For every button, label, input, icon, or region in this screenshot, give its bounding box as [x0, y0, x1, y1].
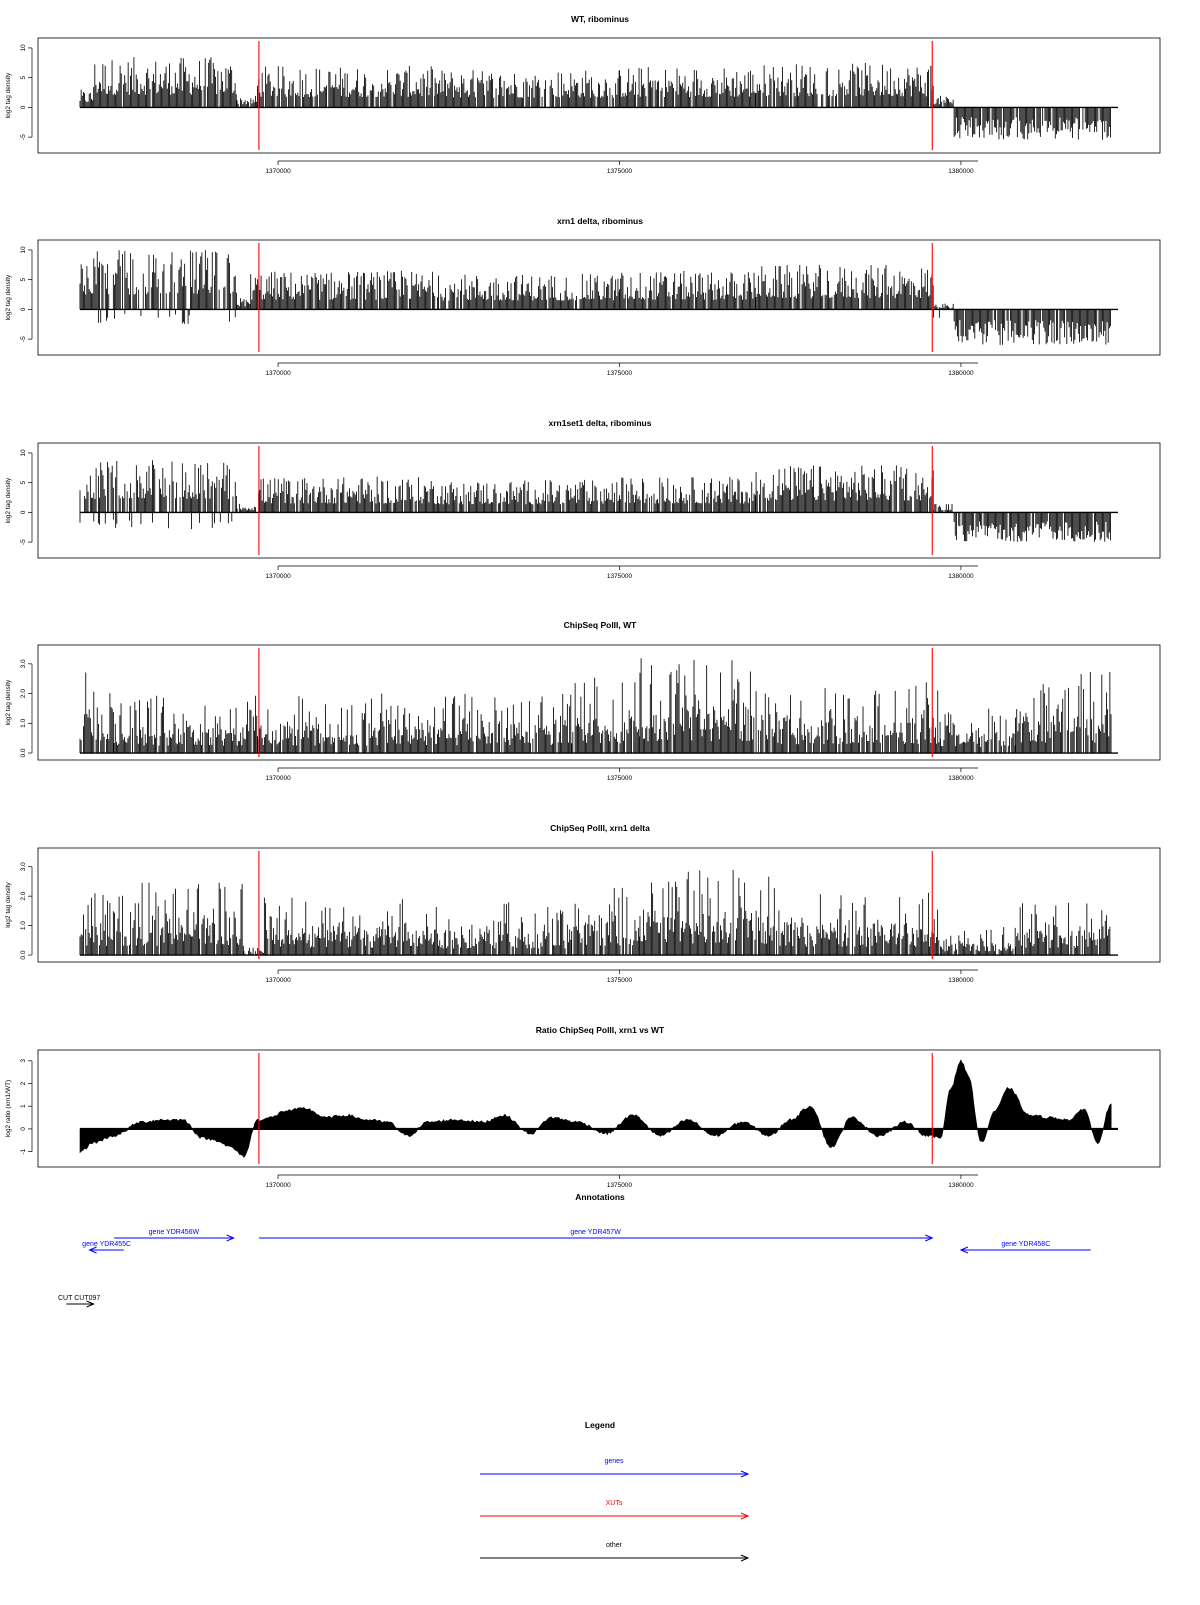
y-tick-label: 5	[20, 75, 27, 80]
y-tick-label: 2.0	[20, 689, 27, 699]
y-tick-label: 0	[20, 510, 27, 515]
x-tick-label: 1375000	[606, 573, 633, 580]
y-axis-label: log2 tag density	[5, 72, 12, 119]
panel-4	[5, 620, 1160, 782]
panel-title: WT, ribominus	[570, 14, 630, 24]
panel-6	[5, 1025, 1160, 1189]
legend-label: genes	[604, 1458, 624, 1465]
series-bars	[80, 250, 1118, 345]
x-tick-label: 1370000	[265, 1182, 291, 1189]
y-tick-label: 2	[20, 1081, 27, 1086]
x-tick-label: 1380000	[948, 977, 974, 984]
legend	[480, 1420, 748, 1561]
y-tick-label: -5	[20, 539, 27, 546]
annotations-title: Annotations	[575, 1192, 625, 1202]
x-tick-label: 1380000	[948, 573, 974, 580]
y-tick-label: 1	[20, 1104, 27, 1109]
gene-label: gene YDR457W	[570, 1229, 621, 1236]
x-tick-label: 1380000	[948, 775, 974, 782]
y-tick-label: 1.0	[20, 718, 27, 728]
plot-frame	[38, 1050, 1160, 1167]
cut-label: CUT CUT097	[58, 1295, 101, 1302]
panel-title: Ratio ChipSeq PolII, xrn1 vs WT	[535, 1025, 665, 1035]
y-tick-label: 0	[20, 307, 27, 312]
y-axis-label: log2 tag density	[5, 679, 12, 726]
y-tick-label: 2.0	[20, 891, 27, 901]
y-tick-label: 3	[20, 1059, 27, 1063]
y-tick-label: 5	[20, 480, 27, 485]
bar-mark	[80, 57, 1111, 140]
legend-label: XUTs	[605, 1500, 623, 1507]
legend-arrow	[480, 1513, 748, 1519]
panel-1	[5, 14, 1160, 175]
x-tick-label: 1375000	[606, 977, 633, 984]
x-tick-label: 1370000	[265, 775, 291, 782]
y-tick-label: 0.0	[20, 748, 27, 758]
panel-title: ChipSeq PolII, xrn1 delta	[550, 823, 650, 833]
plot-frame	[38, 38, 1160, 153]
y-axis-label: log2 tag density	[5, 882, 12, 928]
y-axis-label: log2 tag density	[5, 274, 12, 321]
plot-frame	[38, 443, 1160, 558]
bar-mark	[80, 460, 1111, 542]
y-tick-label: 0.0	[20, 950, 27, 960]
x-tick-label: 1370000	[265, 168, 291, 175]
bar-mark	[80, 870, 1110, 955]
y-tick-label: 0	[20, 105, 27, 110]
series-bars	[80, 57, 1118, 140]
y-tick-label: 3.0	[20, 659, 27, 669]
legend-title: Legend	[584, 1420, 616, 1430]
y-tick-label: 10	[20, 449, 27, 457]
y-tick-label: 0	[20, 1127, 27, 1131]
x-tick-label: 1370000	[265, 977, 291, 984]
y-axis-label: log2 tag density	[5, 477, 12, 524]
y-tick-label: 5	[20, 277, 27, 282]
panel-5	[5, 823, 1160, 984]
x-tick-label: 1380000	[948, 168, 974, 175]
gene-label: gene YDR456W	[148, 1229, 200, 1236]
y-tick-label: -5	[20, 336, 27, 343]
x-tick-label: 1375000	[606, 1182, 633, 1189]
y-tick-label: -5	[20, 134, 27, 141]
ratio-area	[80, 1060, 1111, 1157]
panel-3	[5, 418, 1160, 580]
x-tick-label: 1375000	[606, 775, 633, 782]
legend-arrow	[480, 1471, 748, 1477]
y-tick-label: -1	[20, 1148, 27, 1155]
bar-mark	[80, 250, 1111, 345]
y-tick-label: 10	[20, 44, 27, 52]
annotations-panel	[58, 1192, 1091, 1307]
series-bars	[80, 870, 1118, 955]
panel-2	[5, 216, 1160, 377]
legend-label: other	[606, 1542, 622, 1549]
x-tick-label: 1370000	[265, 573, 291, 580]
gene-label: gene YDR455C	[82, 1241, 132, 1248]
gene-label: gene YDR458C	[1001, 1241, 1051, 1248]
x-tick-label: 1370000	[265, 370, 291, 377]
bar-mark	[80, 658, 1111, 753]
x-tick-label: 1375000	[606, 168, 633, 175]
x-tick-label: 1380000	[948, 1182, 974, 1189]
panel-title: xrn1set1 delta, ribominus	[548, 418, 652, 428]
y-tick-label: 3.0	[20, 862, 27, 872]
y-tick-label: 10	[20, 246, 27, 254]
x-tick-label: 1375000	[606, 370, 633, 377]
x-tick-label: 1380000	[948, 370, 974, 377]
series-bars	[80, 658, 1118, 753]
series-bars	[80, 460, 1118, 542]
legend-arrow	[480, 1555, 748, 1561]
y-tick-label: 1.0	[20, 921, 27, 931]
panel-title: xrn1 delta, ribominus	[557, 216, 643, 226]
y-axis-label: log2 ratio (xrn1/WT)	[5, 1079, 12, 1138]
panel-title: ChipSeq PolII, WT	[563, 620, 637, 630]
